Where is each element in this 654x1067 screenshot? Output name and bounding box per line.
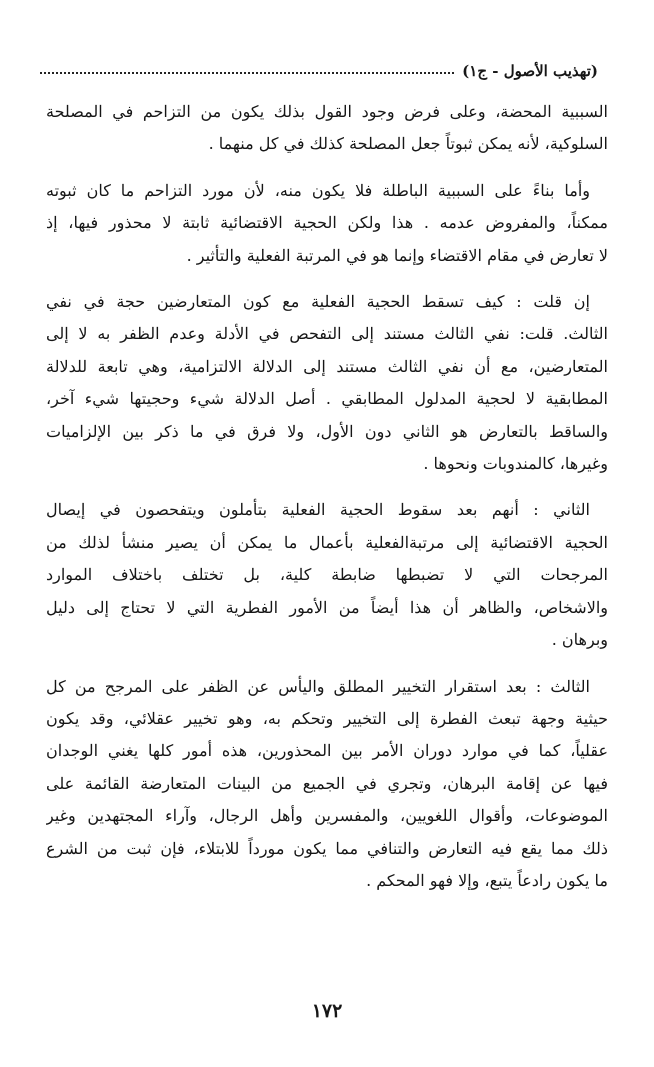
text-line: السلوكية، لأنه يمكن ثبوتاً جعل المصلحة كذلك في كل منهما . — [208, 134, 608, 154]
text-line: وبرهان . — [551, 630, 608, 650]
text-line: وأما بناءً على السببية الباطلة فلا يكون منه، لأن مورد التزاحم ما كان ثبوته — [46, 180, 591, 200]
text-line: فيها عن إقامة البرهان، وتجري في الجميع من البينات المتعارضة القائمة على — [46, 773, 608, 793]
running-header — [40, 58, 598, 84]
text-line: الثالث. قلت: نفي الثالث مستند إلى التفحص في الأدلة وعدم الظفر به لا إلى — [46, 324, 608, 344]
text-line: المرجحات التي لا تضبطها ضابطة كلية، بل تختلف باختلاف الموارد — [46, 565, 608, 585]
text-line: حيثية وجهة تبعث الفطرة إلى التخيير وتحكم به، وهو تخيير عقلائي، وقد يكون — [46, 708, 608, 728]
paragraph — [46, 671, 608, 898]
text-line: المتعارضين، مع أن نفي الثالث مستند إلى الدلالة الالتزامية، وهي تابعة للدلالة — [46, 356, 608, 376]
book-title-header: (تهذيب الأصول - ج١) — [462, 62, 598, 80]
text-line: الحجية الاقتضائية إلى مرتبةالفعلية بأعمال ما يمكن أن يصير منشأ لذلك من — [46, 532, 608, 552]
text-line: ذلك مما يقع فيه التعارض والتنافي مما يكون مورداً للابتلاء، فإن ثبت من الشرع — [46, 838, 608, 858]
text-line: إن قلت : كيف تسقط الحجية الفعلية مع كون المتعارضين حجة في نفي — [46, 292, 590, 312]
text-line: الثالث : بعد استقرار التخيير المطلق واليأس عن الظفر على المرجح من كل — [46, 676, 590, 696]
page-number: ١٧٢ — [311, 1000, 343, 1022]
text-line: المطابقية لا لحجية المدلول المطابقي . أصل الدلالة شيء وحجيتها شيء آخر، — [46, 389, 608, 409]
text-line: عقلياً، كما في موارد دوران الأمر بين المحذورين، هذه أمور كلها يغني الوجدان — [46, 741, 608, 761]
text-line: والاشخاص، والظاهر أن هذا أيضاً من الأمور الفطرية التي لا تحتاج إلى دليل — [46, 597, 608, 617]
text-line: ما يكون رادعاً يتبع، وإلا فهو المحكم . — [366, 870, 608, 890]
text-line: الموضوعات، وأقوال اللغويين، والمفسرين وأهل الرجال، وآراء المجتهدين وغير — [46, 806, 608, 826]
body-text — [46, 96, 608, 911]
paragraph — [46, 494, 608, 656]
paragraph — [46, 286, 608, 480]
text-line: لا تعارض في مقام الاقتضاء وإنما هو في المرتبة الفعلية والتأثير . — [186, 245, 608, 265]
text-line: الثاني : أنهم بعد سقوط الحجية الفعلية بتأملون ويتفحصون في إيصال — [46, 500, 590, 520]
text-line: السببية المحضة، وعلى فرض وجود القول بذلك يكون من التزاحم في المصلحة — [46, 102, 608, 121]
text-line: ممكناً، والمفروض عدمه . هذا ولكن الحجية الاقتضائية ثابتة لا محذور فيها، إذ — [46, 213, 608, 233]
paragraph — [46, 96, 608, 161]
text-line: والساقط بالتعارض هو الثاني دون الأول، ولا فرق في ما ذكر بين الإلزاميات — [46, 421, 608, 441]
text-line: وغيرها، كالمندوبات ونحوها . — [423, 454, 608, 474]
dotted-leader — [40, 72, 454, 74]
paragraph — [46, 175, 608, 272]
